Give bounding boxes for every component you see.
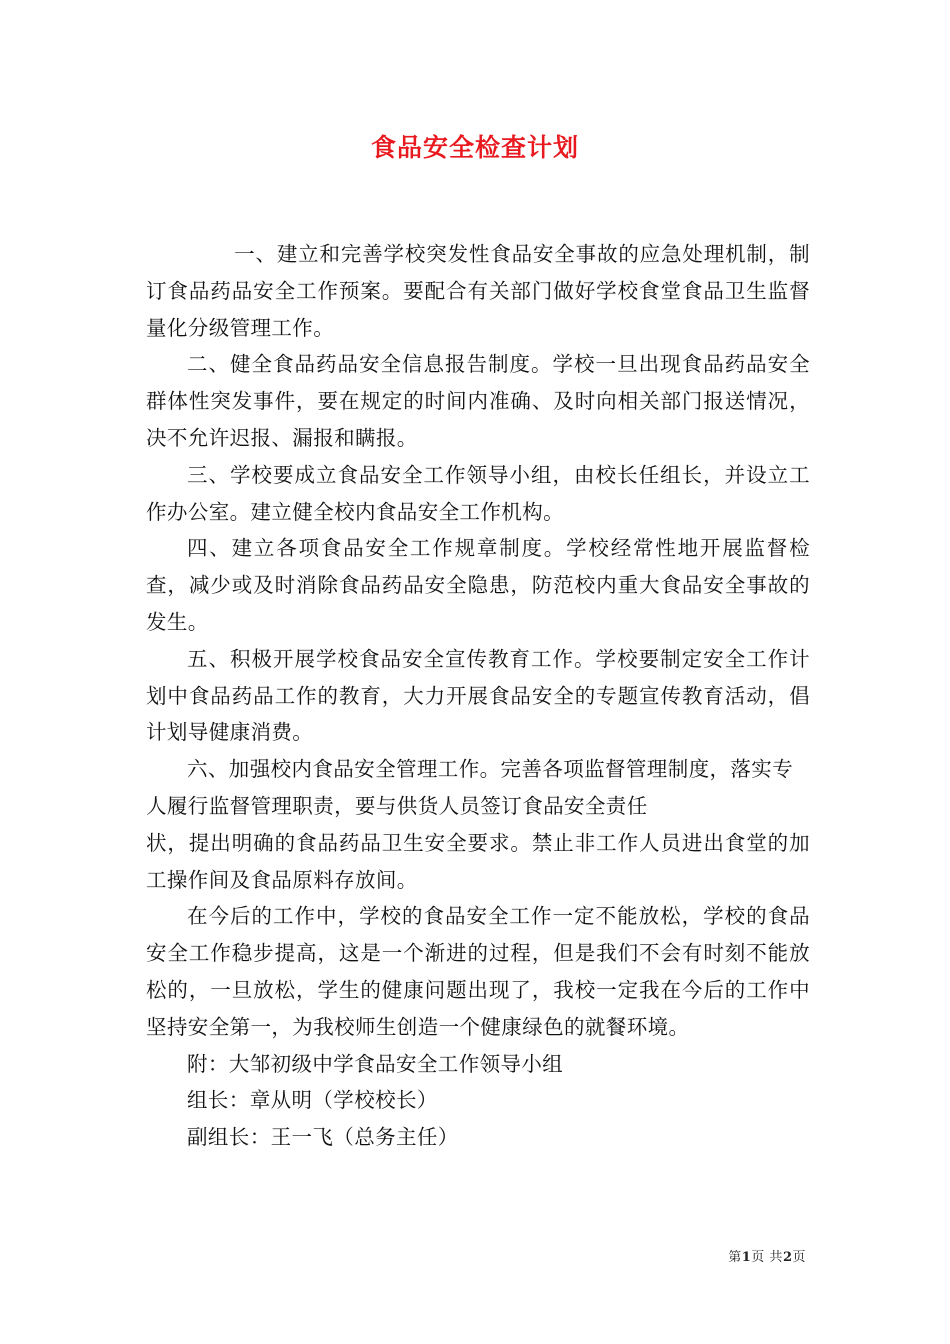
paragraph-6-continued: 状，提出明确的食品药品卫生安全要求。禁止非工作人员进出食堂的加工操作间及食品原料存放间。 — [146, 830, 810, 892]
document-title: 食品安全检查计划 — [370, 133, 579, 162]
footer-suffix: 页 — [792, 1250, 806, 1265]
paragraph-2: 二、健全食品药品安全信息报告制度。学校一旦出现食品药品安全群体性突发事件，要在规定的时间内准确、及时向相关部门报送情况，决不允许迟报、漏报和瞒报。 — [146, 352, 810, 450]
paragraph-4: 四、建立各项食品安全工作规章制度。学校经常性地开展监督检查，减少或及时消除食品药品安全隐患，防范校内重大食品安全事故的发生。 — [146, 536, 810, 634]
footer-prefix: 第 — [728, 1250, 742, 1265]
footer-total-pages: 2 — [782, 1250, 793, 1265]
appendix-heading: 附：大邹初级中学食品安全工作领导小组 — [187, 1051, 564, 1076]
appendix-leader: 组长：章从明（学校校长） — [187, 1088, 438, 1113]
footer-current-page: 1 — [741, 1250, 752, 1265]
paragraph-7: 在今后的工作中，学校的食品安全工作一定不能放松，学校的食品安全工作稳步提高，这是一个渐进的过程，但是我们不会有时刻不能放松的，一旦放松，学生的健康问题出现了，我校一定我在今后的工作中坚持安全第一，为我校师生创造一个健康绿色的就餐环境。 — [146, 904, 810, 1039]
paragraph-1: 一、建立和完善学校突发性食品安全事故的应急处理机制，制订食品药品安全工作预案。要配合有关部门做好学校食堂食品卫生监督量化分级管理工作。 — [146, 242, 810, 340]
paragraph-3: 三、学校要成立食品安全工作领导小组，由校长任组长，并设立工作办公室。建立健全校内食品安全工作机构。 — [146, 462, 810, 524]
page-footer — [728, 1246, 806, 1265]
appendix-deputy-leader: 副组长：王一飞（总务主任） — [187, 1125, 459, 1150]
footer-middle: 页 共 — [751, 1250, 783, 1265]
document-body — [146, 236, 810, 1156]
paragraph-5: 五、积极开展学校食品安全宣传教育工作。学校要制定安全工作计划中食品药品工作的教育，大力开展食品安全的专题宣传教育活动，倡计划导健康消费。 — [146, 646, 810, 745]
paragraph-6: 六、加强校内食品安全管理工作。完善各项监督管理制度，落实专人履行监督管理职责，要与供货人员签订食品安全责任 — [146, 757, 794, 818]
